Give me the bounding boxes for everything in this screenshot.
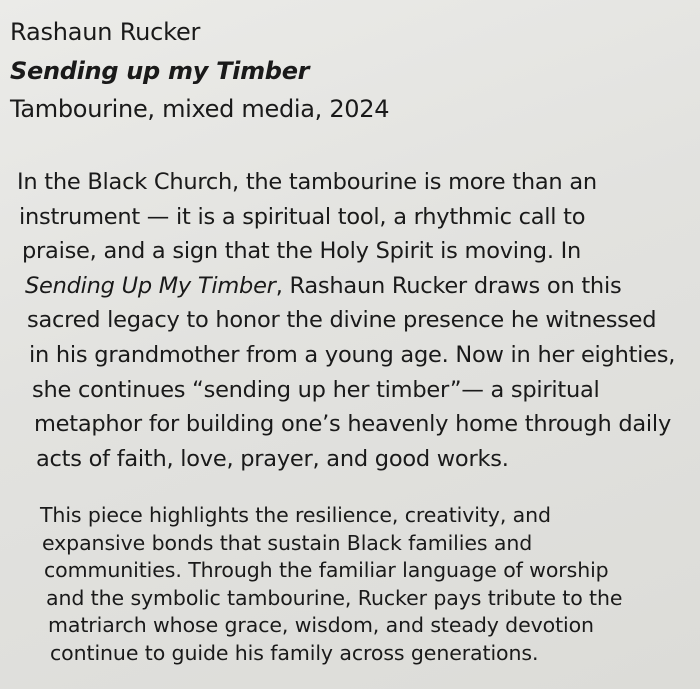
text-line: expansive bonds that sustain Black families and <box>42 530 533 555</box>
artwork-title: Sending up my Timber <box>10 57 310 85</box>
text-line: acts of faith, love, prayer, and good works. <box>36 445 509 472</box>
description-paragraph-2 <box>0 502 622 668</box>
text-line: sacred legacy to honor the divine presence he witnessed <box>27 307 657 334</box>
text-line: instrument — it is a spiritual tool, a rhythmic call to <box>19 203 586 230</box>
description-paragraph-1 <box>0 165 675 476</box>
text-line: she continues “sending up her timber”— a spiritual <box>32 376 600 403</box>
text-line <box>25 269 675 304</box>
text-line: in his grandmother from a young age. Now in her eighties, <box>29 341 676 368</box>
text-line: communities. Through the familiar language of worship <box>44 558 609 583</box>
artwork-medium-date: Tambourine, mixed media, 2024 <box>10 95 390 123</box>
text-line: This piece highlights the resilience, creativity, and <box>40 503 551 527</box>
text-line: metaphor for building one’s heavenly home through daily <box>34 411 672 438</box>
inline-title-italic: Sending Up My Timber <box>25 272 276 299</box>
text-line: matriarch whose grace, wisdom, and steady devotion <box>48 613 594 638</box>
text-line: praise, and a sign that the Holy Spirit is moving. In <box>22 238 582 265</box>
text-segment: , Rashaun Rucker draws on this <box>275 272 622 299</box>
artist-name: Rashaun Rucker <box>10 18 201 46</box>
text-line: continue to guide his family across generations. <box>50 640 539 665</box>
text-line: and the symbolic tambourine, Rucker pays tribute to the <box>46 585 623 610</box>
text-line: In the Black Church, the tambourine is more than an <box>17 169 597 195</box>
